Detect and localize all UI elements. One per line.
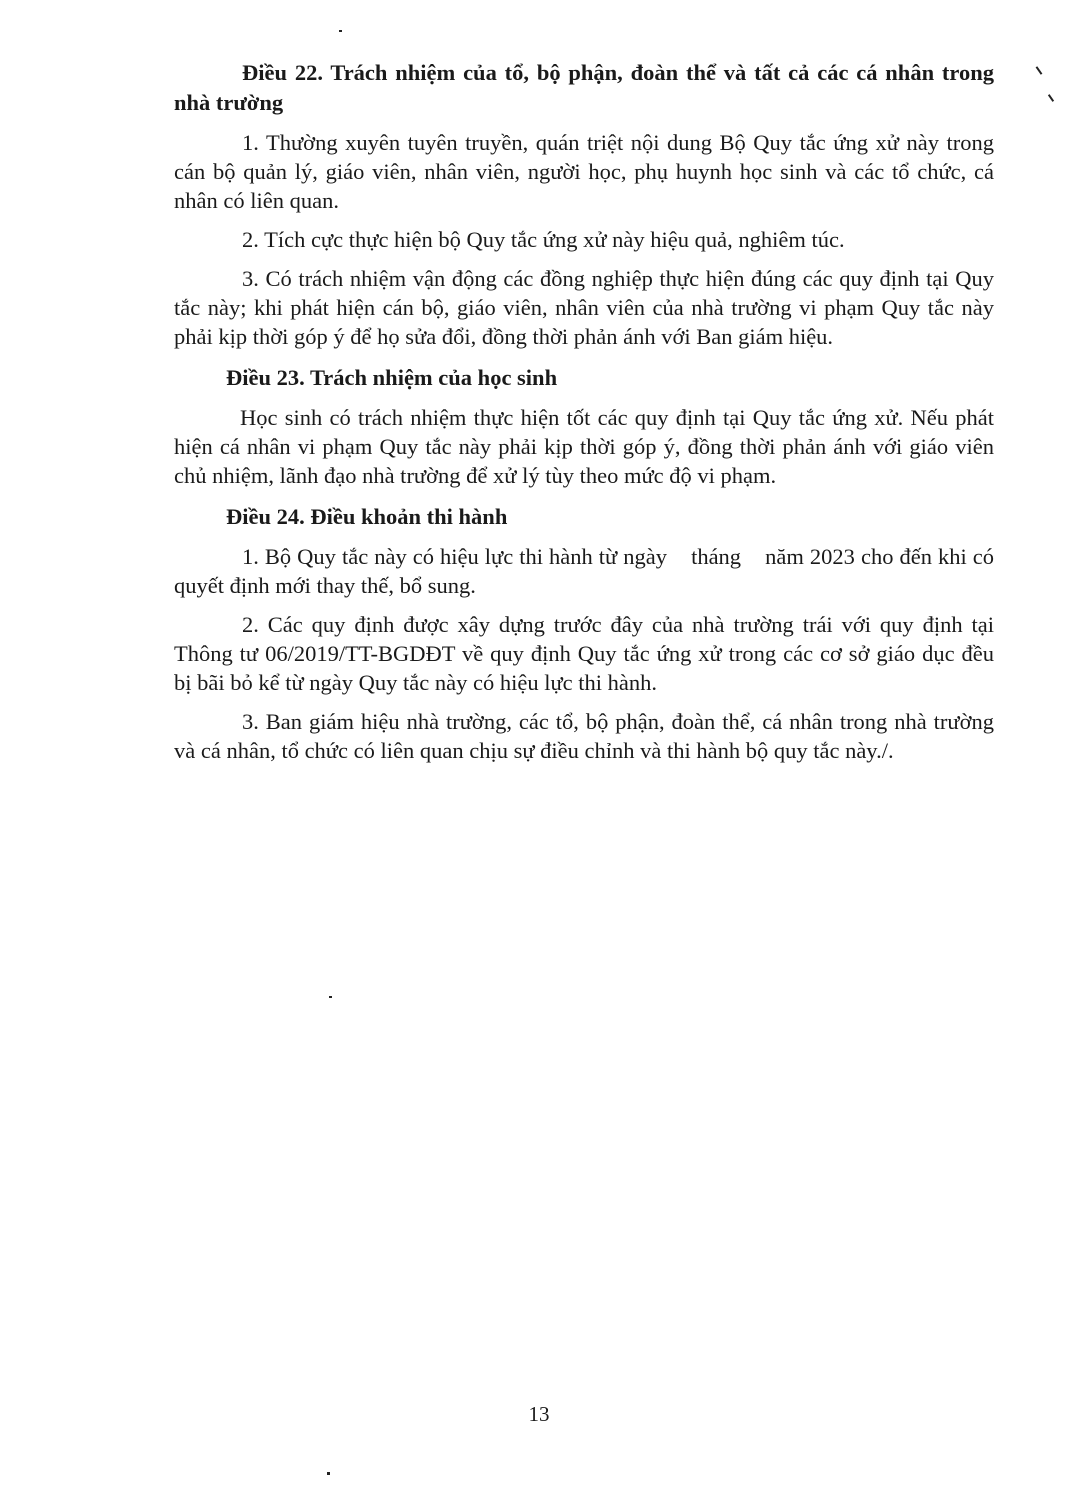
- scan-speck: [327, 1472, 330, 1475]
- article-22-title: Điều 22. Trách nhiệm của tổ, bộ phận, đoàn thể và tất cả các cá nhân trong nhà trường: [174, 60, 994, 115]
- scan-speck: [1048, 94, 1054, 102]
- article-23-text: Học sinh có trách nhiệm thực hiện tốt các quy định tại Quy tắc ứng xử. Nếu phát hiện cá nhân vi phạm Quy tắc này phải kịp thời góp ý, đồng thời phản ánh với giáo viên chủ nhiệm, lãnh đạo nhà trường để xử lý tùy theo mức độ vi phạm.: [174, 405, 994, 488]
- scan-speck: [1036, 66, 1043, 75]
- article-22-clause-2: 2. Tích cực thực hiện bộ Quy tắc ứng xử này hiệu quả, nghiêm túc.: [242, 227, 845, 252]
- scan-speck: [329, 996, 332, 998]
- article-22-clause-3: 3. Có trách nhiệm vận động các đồng nghiệp thực hiện đúng các quy định tại Quy tắc này; khi phát hiện cán bộ, giáo viên, nhân viên của nhà trường vi phạm Quy tắc này phải kịp thời góp ý để họ sửa đổi, đồng thời phản ánh với Ban giám hiệu.: [174, 266, 994, 349]
- article-24-clause-2: 2. Các quy định được xây dựng trước đây của nhà trường trái với quy định tại Thông tư 06/2019/TT-BGDĐT về quy định Quy tắc ứng xử trong các cơ sở giáo dục đều bị bãi bỏ kể từ ngày Quy tắc này có hiệu lực thi hành.: [174, 612, 994, 695]
- scan-speck: [339, 30, 342, 32]
- article-24-title: Điều 24. Điều khoản thi hành: [226, 504, 508, 529]
- article-22-clause-1: 1. Thường xuyên tuyên truyền, quán triệt nội dung Bộ Quy tắc ứng xử này trong cán bộ quản lý, giáo viên, nhân viên, người học, phụ huynh học sinh và các tổ chức, cá nhân có liên quan.: [174, 130, 994, 213]
- page-number: 13: [528, 1402, 550, 1426]
- document-body: [174, 58, 1000, 775]
- article-24-clause-3: 3. Ban giám hiệu nhà trường, các tổ, bộ phận, đoàn thể, cá nhân trong nhà trường và cá nhân, tổ chức có liên quan chịu sự điều chỉnh và thi hành bộ quy tắc này./.: [174, 709, 994, 763]
- article-23-title: Điều 23. Trách nhiệm của học sinh: [226, 365, 558, 390]
- article-24-clause-1: 1. Bộ Quy tắc này có hiệu lực thi hành từ ngày tháng năm 2023 cho đến khi có quyết định mới thay thế, bổ sung.: [174, 544, 1000, 598]
